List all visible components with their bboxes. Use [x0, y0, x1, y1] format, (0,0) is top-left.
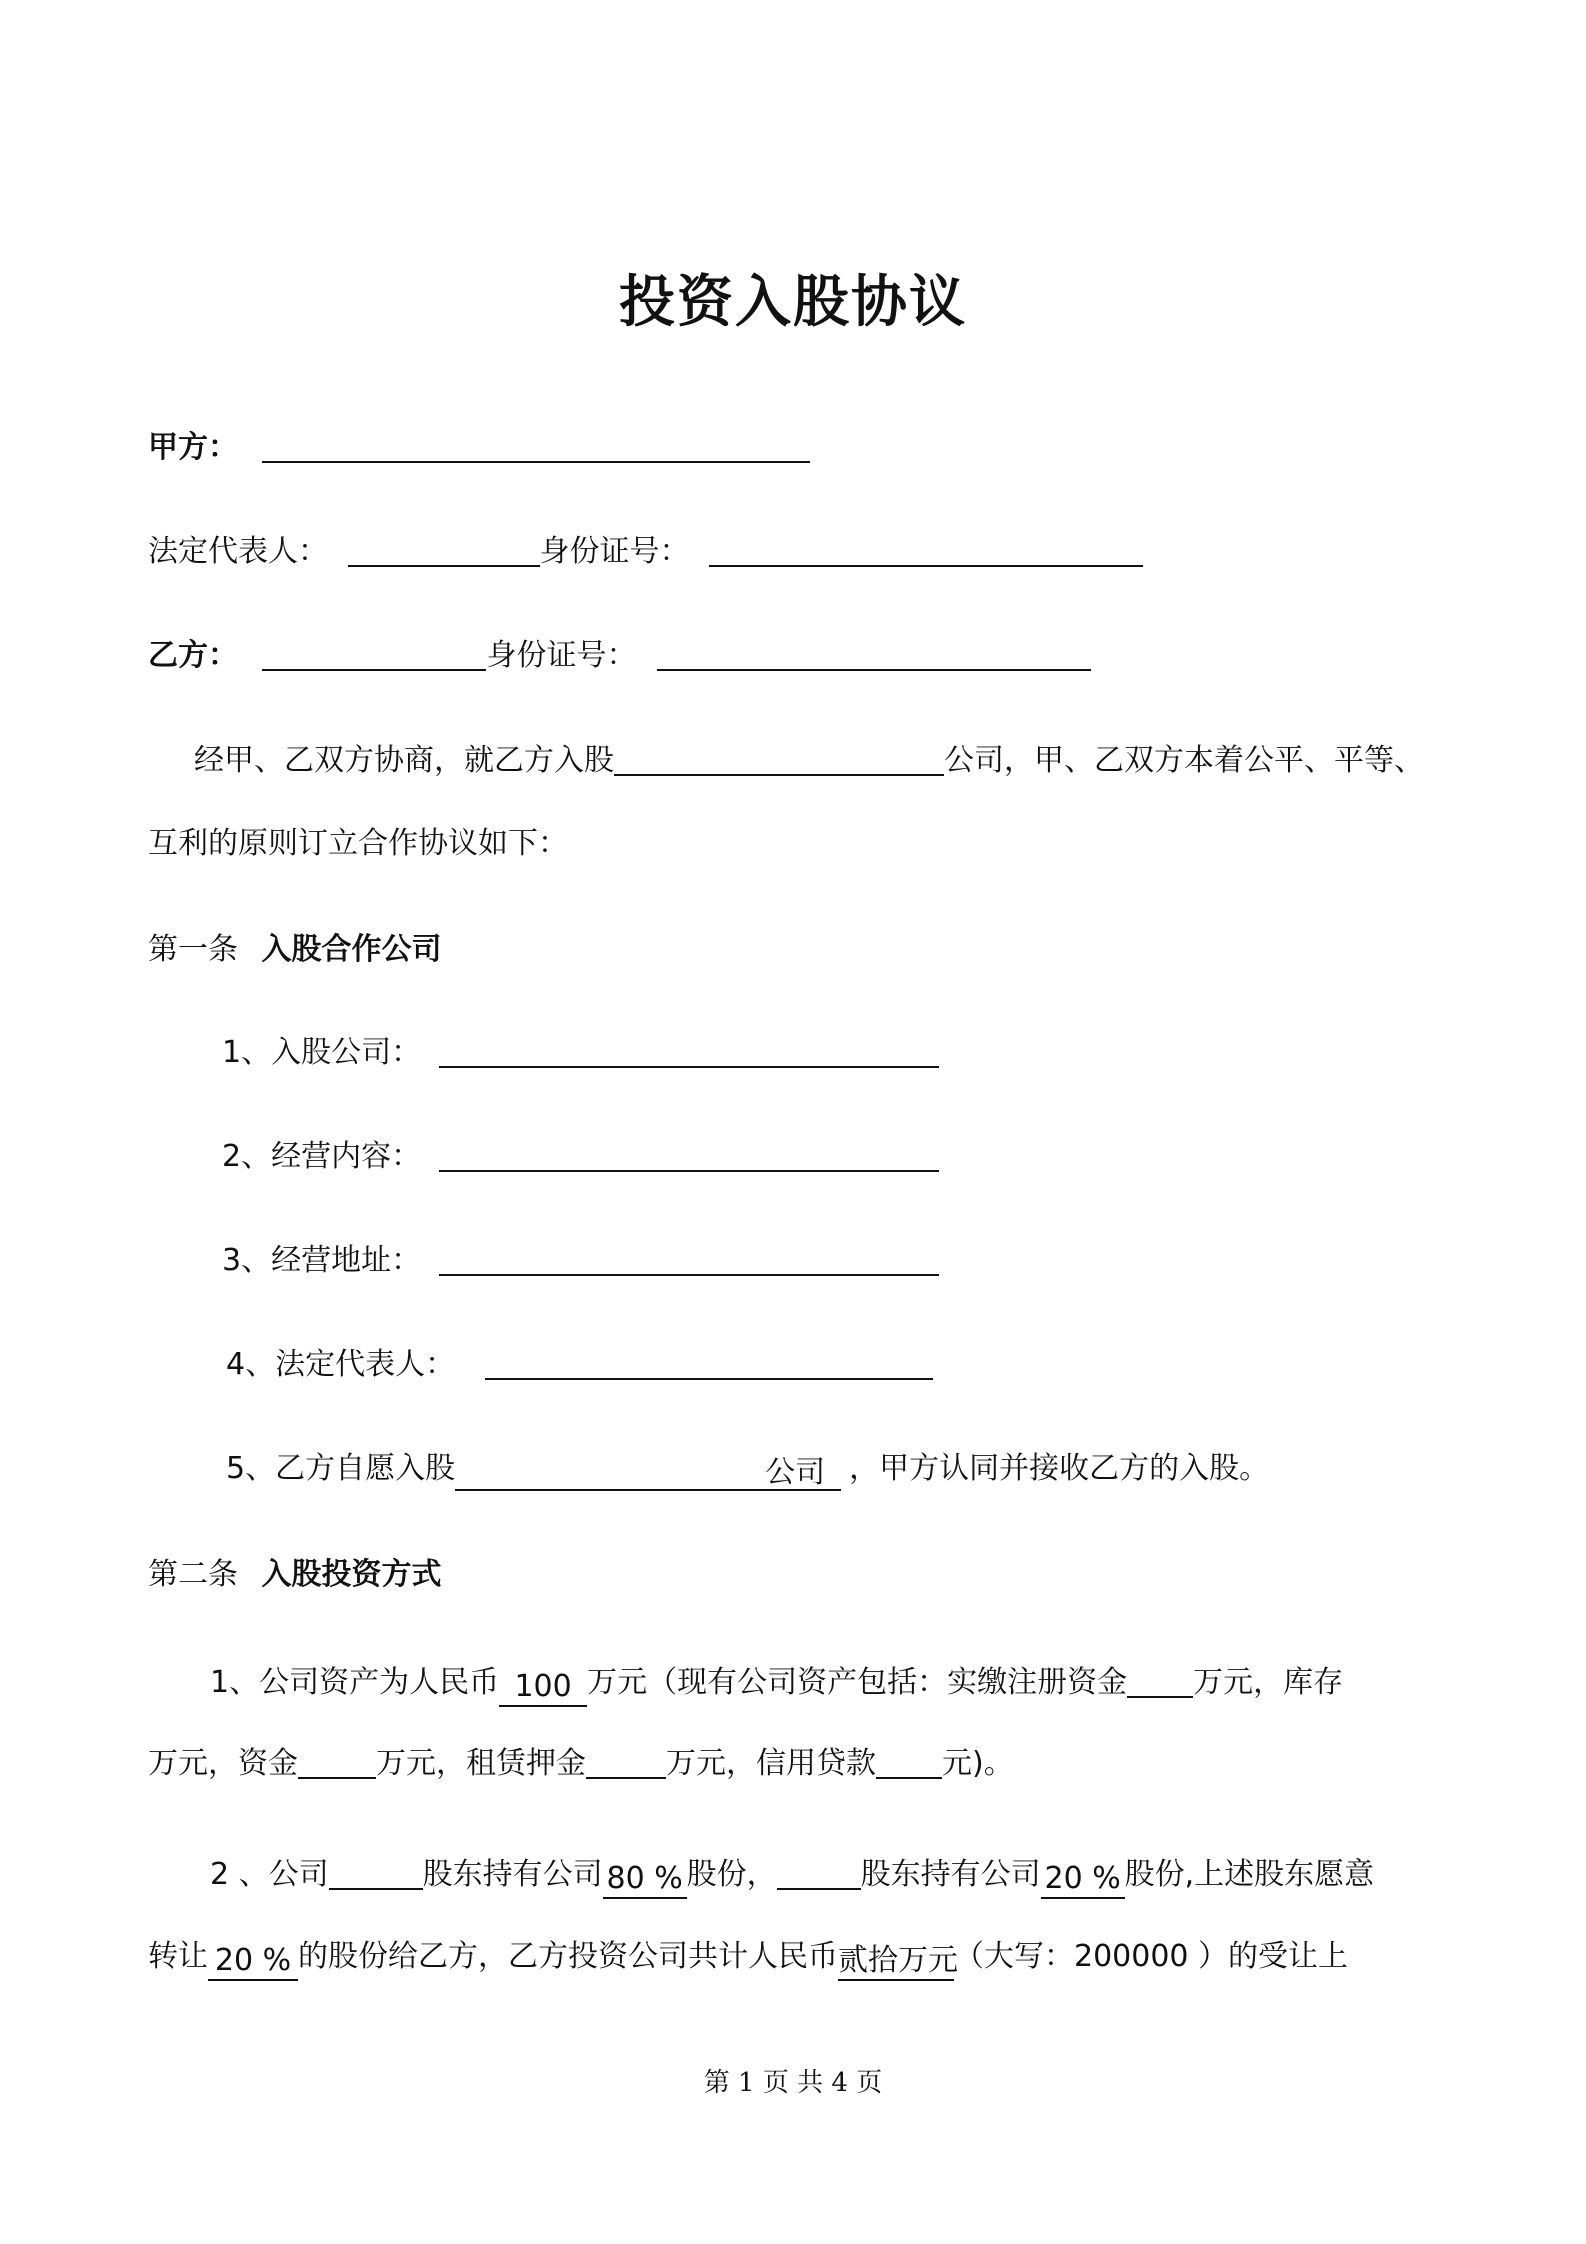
p2-g: 的股份给乙方，乙方投资公司共计人民币	[298, 1939, 838, 1974]
p2-d: 股东持有公司	[860, 1857, 1041, 1892]
legal-rep-id-label: 身份证号：	[539, 534, 690, 569]
p2-amount-words: 贰拾万元	[838, 1943, 954, 1981]
article-1-title: 入股合作公司	[261, 932, 442, 967]
p2-f: 转让	[148, 1939, 208, 1974]
item-4-label: 4、法定代表人：	[226, 1347, 456, 1382]
party-b-id-label: 身份证号：	[486, 638, 637, 673]
legal-rep-blank	[348, 533, 540, 567]
p2-pct-1: 80 %	[603, 1861, 687, 1899]
item-1-label: 1、入股公司：	[222, 1035, 422, 1070]
p1-f: 万元，信用贷款	[666, 1746, 876, 1781]
p1-b: 万元（现有公司资产包括：实缴注册资金	[587, 1665, 1128, 1700]
intro-part2: 公司，甲、乙双方本着公平、平等、	[944, 743, 1424, 778]
item-2-label: 2、经营内容：	[222, 1139, 422, 1174]
intro-part1: 经甲、乙双方协商，就乙方入股	[194, 743, 614, 778]
article-1-item-1	[222, 1033, 939, 1073]
legal-rep-label: 法定代表人：	[148, 534, 328, 569]
p1-c: 万元，库存	[1193, 1665, 1344, 1700]
item-5-company-fill: 公司	[455, 1455, 841, 1491]
item-1-blank	[439, 1034, 939, 1068]
intro-line-1	[194, 741, 1424, 781]
article-2-heading	[148, 1555, 442, 1595]
intro-company-blank	[614, 742, 944, 776]
p1-amount: 100	[499, 1669, 587, 1707]
p2-shareholder-2-blank	[777, 1856, 861, 1890]
article-2-para-1-line-2	[148, 1744, 1014, 1784]
article-1-item-4	[226, 1345, 933, 1385]
party-b-id-blank	[657, 637, 1091, 671]
p1-capital-blank	[1127, 1664, 1193, 1698]
item-5-part2: ，甲方认同并接收乙方的入股。	[849, 1451, 1270, 1486]
legal-rep-id-blank	[709, 533, 1143, 567]
item-3-label: 3、经营地址：	[222, 1243, 422, 1278]
p1-e: 万元，租赁押金	[376, 1746, 586, 1781]
p2-e: 股份,上述股东愿意	[1124, 1857, 1375, 1892]
party-a-label: 甲方：	[148, 430, 238, 465]
p1-a: 1、公司资产为人民币	[210, 1665, 500, 1700]
article-1-heading	[148, 930, 442, 970]
article-1-number: 第一条	[148, 932, 238, 967]
legal-rep-line	[148, 532, 1143, 572]
party-a-blank	[262, 429, 810, 463]
article-2-para-1-line-1	[210, 1663, 1343, 1707]
party-b-label: 乙方：	[148, 638, 238, 673]
p2-b: 股东持有公司	[422, 1857, 603, 1892]
p1-loan-blank	[876, 1745, 942, 1779]
p2-pct-3: 20 %	[208, 1943, 298, 1981]
p1-deposit-blank	[586, 1745, 666, 1779]
item-2-blank	[439, 1138, 939, 1172]
item-4-blank	[485, 1346, 933, 1380]
document-title: 投资入股协议	[619, 270, 967, 335]
intro-line-2: 互利的原则订立合作协议如下：	[148, 826, 568, 861]
article-2-para-2-line-1	[210, 1855, 1374, 1899]
p2-shareholder-1-blank	[329, 1856, 423, 1890]
item-5-part1: 5、乙方自愿入股	[226, 1451, 456, 1486]
party-a-line	[148, 428, 810, 468]
p2-c: 股份，	[686, 1857, 777, 1892]
article-2-title: 入股投资方式	[261, 1557, 442, 1592]
p1-d: 万元，资金	[148, 1746, 298, 1781]
party-b-line	[148, 636, 1091, 676]
article-2-number: 第二条	[148, 1557, 238, 1592]
article-2-para-2-line-2	[148, 1937, 1348, 1981]
p2-pct-2: 20 %	[1041, 1861, 1125, 1899]
p1-funds-blank	[298, 1745, 376, 1779]
p1-g: 元)。	[942, 1746, 1014, 1781]
party-b-blank	[262, 637, 486, 671]
p2-h: （大写：200000 ）的受让上	[954, 1939, 1349, 1974]
p2-a: 2 、公司	[210, 1857, 329, 1892]
article-1-item-3	[222, 1241, 939, 1281]
item-3-blank	[439, 1242, 939, 1276]
article-1-item-5	[226, 1449, 1269, 1491]
page-footer: 第 1 页 共 4 页	[703, 2068, 883, 2098]
article-1-item-2	[222, 1137, 939, 1177]
